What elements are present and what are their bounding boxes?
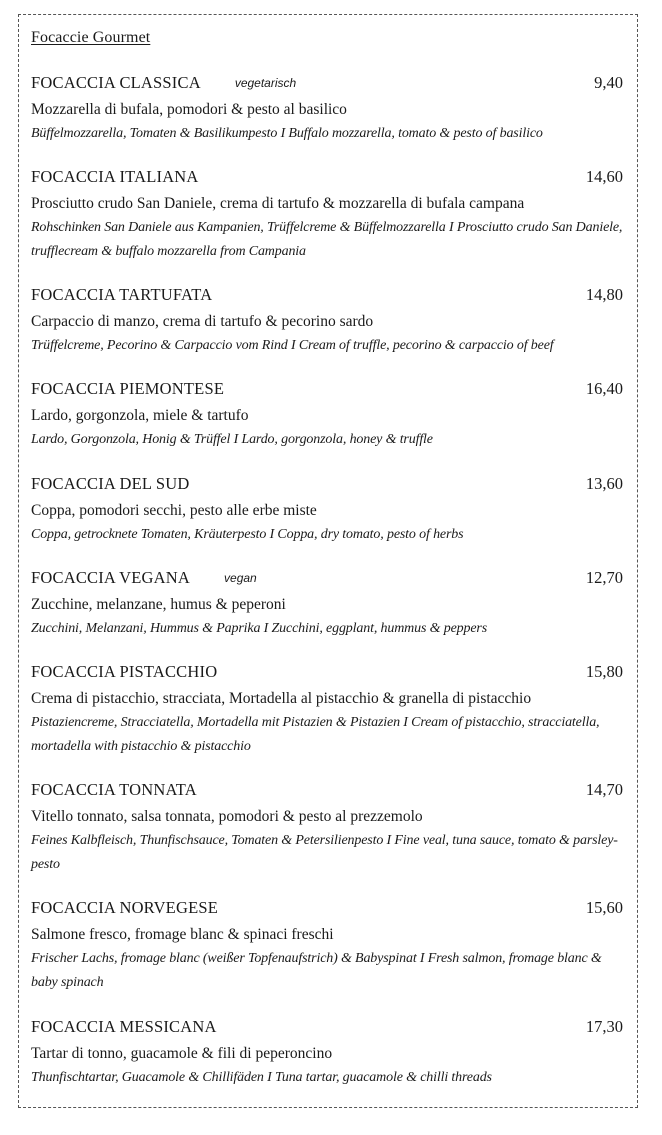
item-name: FOCACCIA MESSICANA <box>31 1017 217 1036</box>
menu-item-messicana <box>31 1016 623 1090</box>
item-description: Zucchine, melanzane, humus & peperoni <box>31 596 286 613</box>
item-translation: Rohschinken San Daniele aus Kampanien, Trüffelcreme & Büffelmozzarella I Prosciutto crudo San Daniele, trufflecream & buffalo mozzarella from Campania <box>31 220 623 259</box>
item-description: Salmone fresco, fromage blanc & spinaci freschi <box>31 926 334 943</box>
item-name: FOCACCIA PIEMONTESE <box>31 379 225 398</box>
item-description: Carpaccio di manzo, crema di tartufo & pecorino sardo <box>31 313 374 330</box>
item-header <box>31 779 623 801</box>
item-description: Crema di pistacchio, stracciata, Mortadella al pistacchio & granella di pistacchio <box>31 690 532 707</box>
menu-item-tartufata <box>31 284 623 358</box>
item-header <box>31 661 623 683</box>
menu-item-pistacchio <box>31 661 623 759</box>
item-price: 14,60 <box>585 167 623 186</box>
item-translation: Zucchini, Melanzani, Hummus & Paprika I Zucchini, eggplant, hummus & peppers <box>31 621 488 636</box>
diet-tag: vegan <box>224 571 257 585</box>
item-name: FOCACCIA DEL SUD <box>31 474 190 493</box>
item-price: 15,80 <box>585 662 623 681</box>
item-translation: Feines Kalbfleisch, Thunfischsauce, Tomaten & Petersilienpesto I Fine veal, tuna sauce, tomato & parsley-pesto <box>31 833 618 872</box>
item-name: FOCACCIA TONNATA <box>31 780 197 799</box>
item-header <box>31 166 623 188</box>
item-price: 13,60 <box>585 474 623 493</box>
item-description: Lardo, gorgonzola, miele & tartufo <box>31 407 249 424</box>
menu-item-vegana <box>31 567 623 641</box>
item-translation: Coppa, getrocknete Tomaten, Kräuterpesto I Coppa, dry tomato, pesto of herbs <box>31 527 464 542</box>
item-name: FOCACCIA CLASSICA <box>31 73 201 92</box>
menu-item-italiana <box>31 166 623 264</box>
item-description: Coppa, pomodori secchi, pesto alle erbe miste <box>31 502 317 519</box>
item-header <box>31 897 623 919</box>
item-translation: Thunfischtartar, Guacamole & Chillifäden I Tuna tartar, guacamole & chilli threads <box>31 1070 492 1085</box>
item-header <box>31 473 623 495</box>
item-price: 16,40 <box>585 379 623 398</box>
item-name: FOCACCIA PISTACCHIO <box>31 662 218 681</box>
menu-item-del-sud <box>31 473 623 547</box>
item-description: Prosciutto crudo San Daniele, crema di tartufo & mozzarella di bufala campana <box>31 195 525 212</box>
menu-item-tonnata <box>31 779 623 877</box>
item-name: FOCACCIA ITALIANA <box>31 167 199 186</box>
menu-item-classica <box>31 72 623 146</box>
item-header <box>31 1016 623 1038</box>
item-name: FOCACCIA NORVEGESE <box>31 898 219 917</box>
item-header <box>31 378 623 400</box>
item-name: FOCACCIA VEGANA <box>31 568 191 587</box>
item-translation: Büffelmozzarella, Tomaten & Basilikumpesto I Buffalo mozzarella, tomato & pesto of basilico <box>31 126 543 141</box>
diet-tag: vegetarisch <box>234 76 297 90</box>
item-description: Tartar di tonno, guacamole & fili di peperoncino <box>31 1045 333 1062</box>
item-price: 12,70 <box>585 568 623 587</box>
item-description: Mozzarella di bufala, pomodori & pesto al basilico <box>31 101 347 118</box>
item-price: 14,80 <box>585 285 623 304</box>
item-header <box>31 567 623 589</box>
item-translation: Frischer Lachs, fromage blanc (weißer Topfenaufstrich) & Babyspinat I Fresh salmon, fromage blanc & baby spinach <box>31 951 602 990</box>
section-title: Focaccie Gourmet <box>31 29 151 46</box>
menu-item-norvegese <box>31 897 623 995</box>
menu-item-piemontese <box>31 378 623 452</box>
item-header <box>31 72 623 94</box>
item-translation: Lardo, Gorgonzola, Honig & Trüffel I Lardo, gorgonzola, honey & truffle <box>31 432 433 447</box>
item-name: FOCACCIA TARTUFATA <box>31 285 213 304</box>
item-header <box>31 284 623 306</box>
item-price: 15,60 <box>585 898 623 917</box>
item-price: 14,70 <box>585 780 623 799</box>
item-translation: Pistaziencreme, Stracciatella, Mortadella mit Pistazien & Pistazien I Cream of pistacchio, stracciatella, mortadella with pistacchio & pistacchio <box>31 715 600 754</box>
item-translation: Trüffelcreme, Pecorino & Carpaccio vom Rind I Cream of truffle, pecorino & carpaccio of beef <box>31 338 554 353</box>
item-price: 9,40 <box>594 73 623 92</box>
item-price: 17,30 <box>585 1017 623 1036</box>
item-description: Vitello tonnato, salsa tonnata, pomodori & pesto al prezzemolo <box>31 808 423 825</box>
